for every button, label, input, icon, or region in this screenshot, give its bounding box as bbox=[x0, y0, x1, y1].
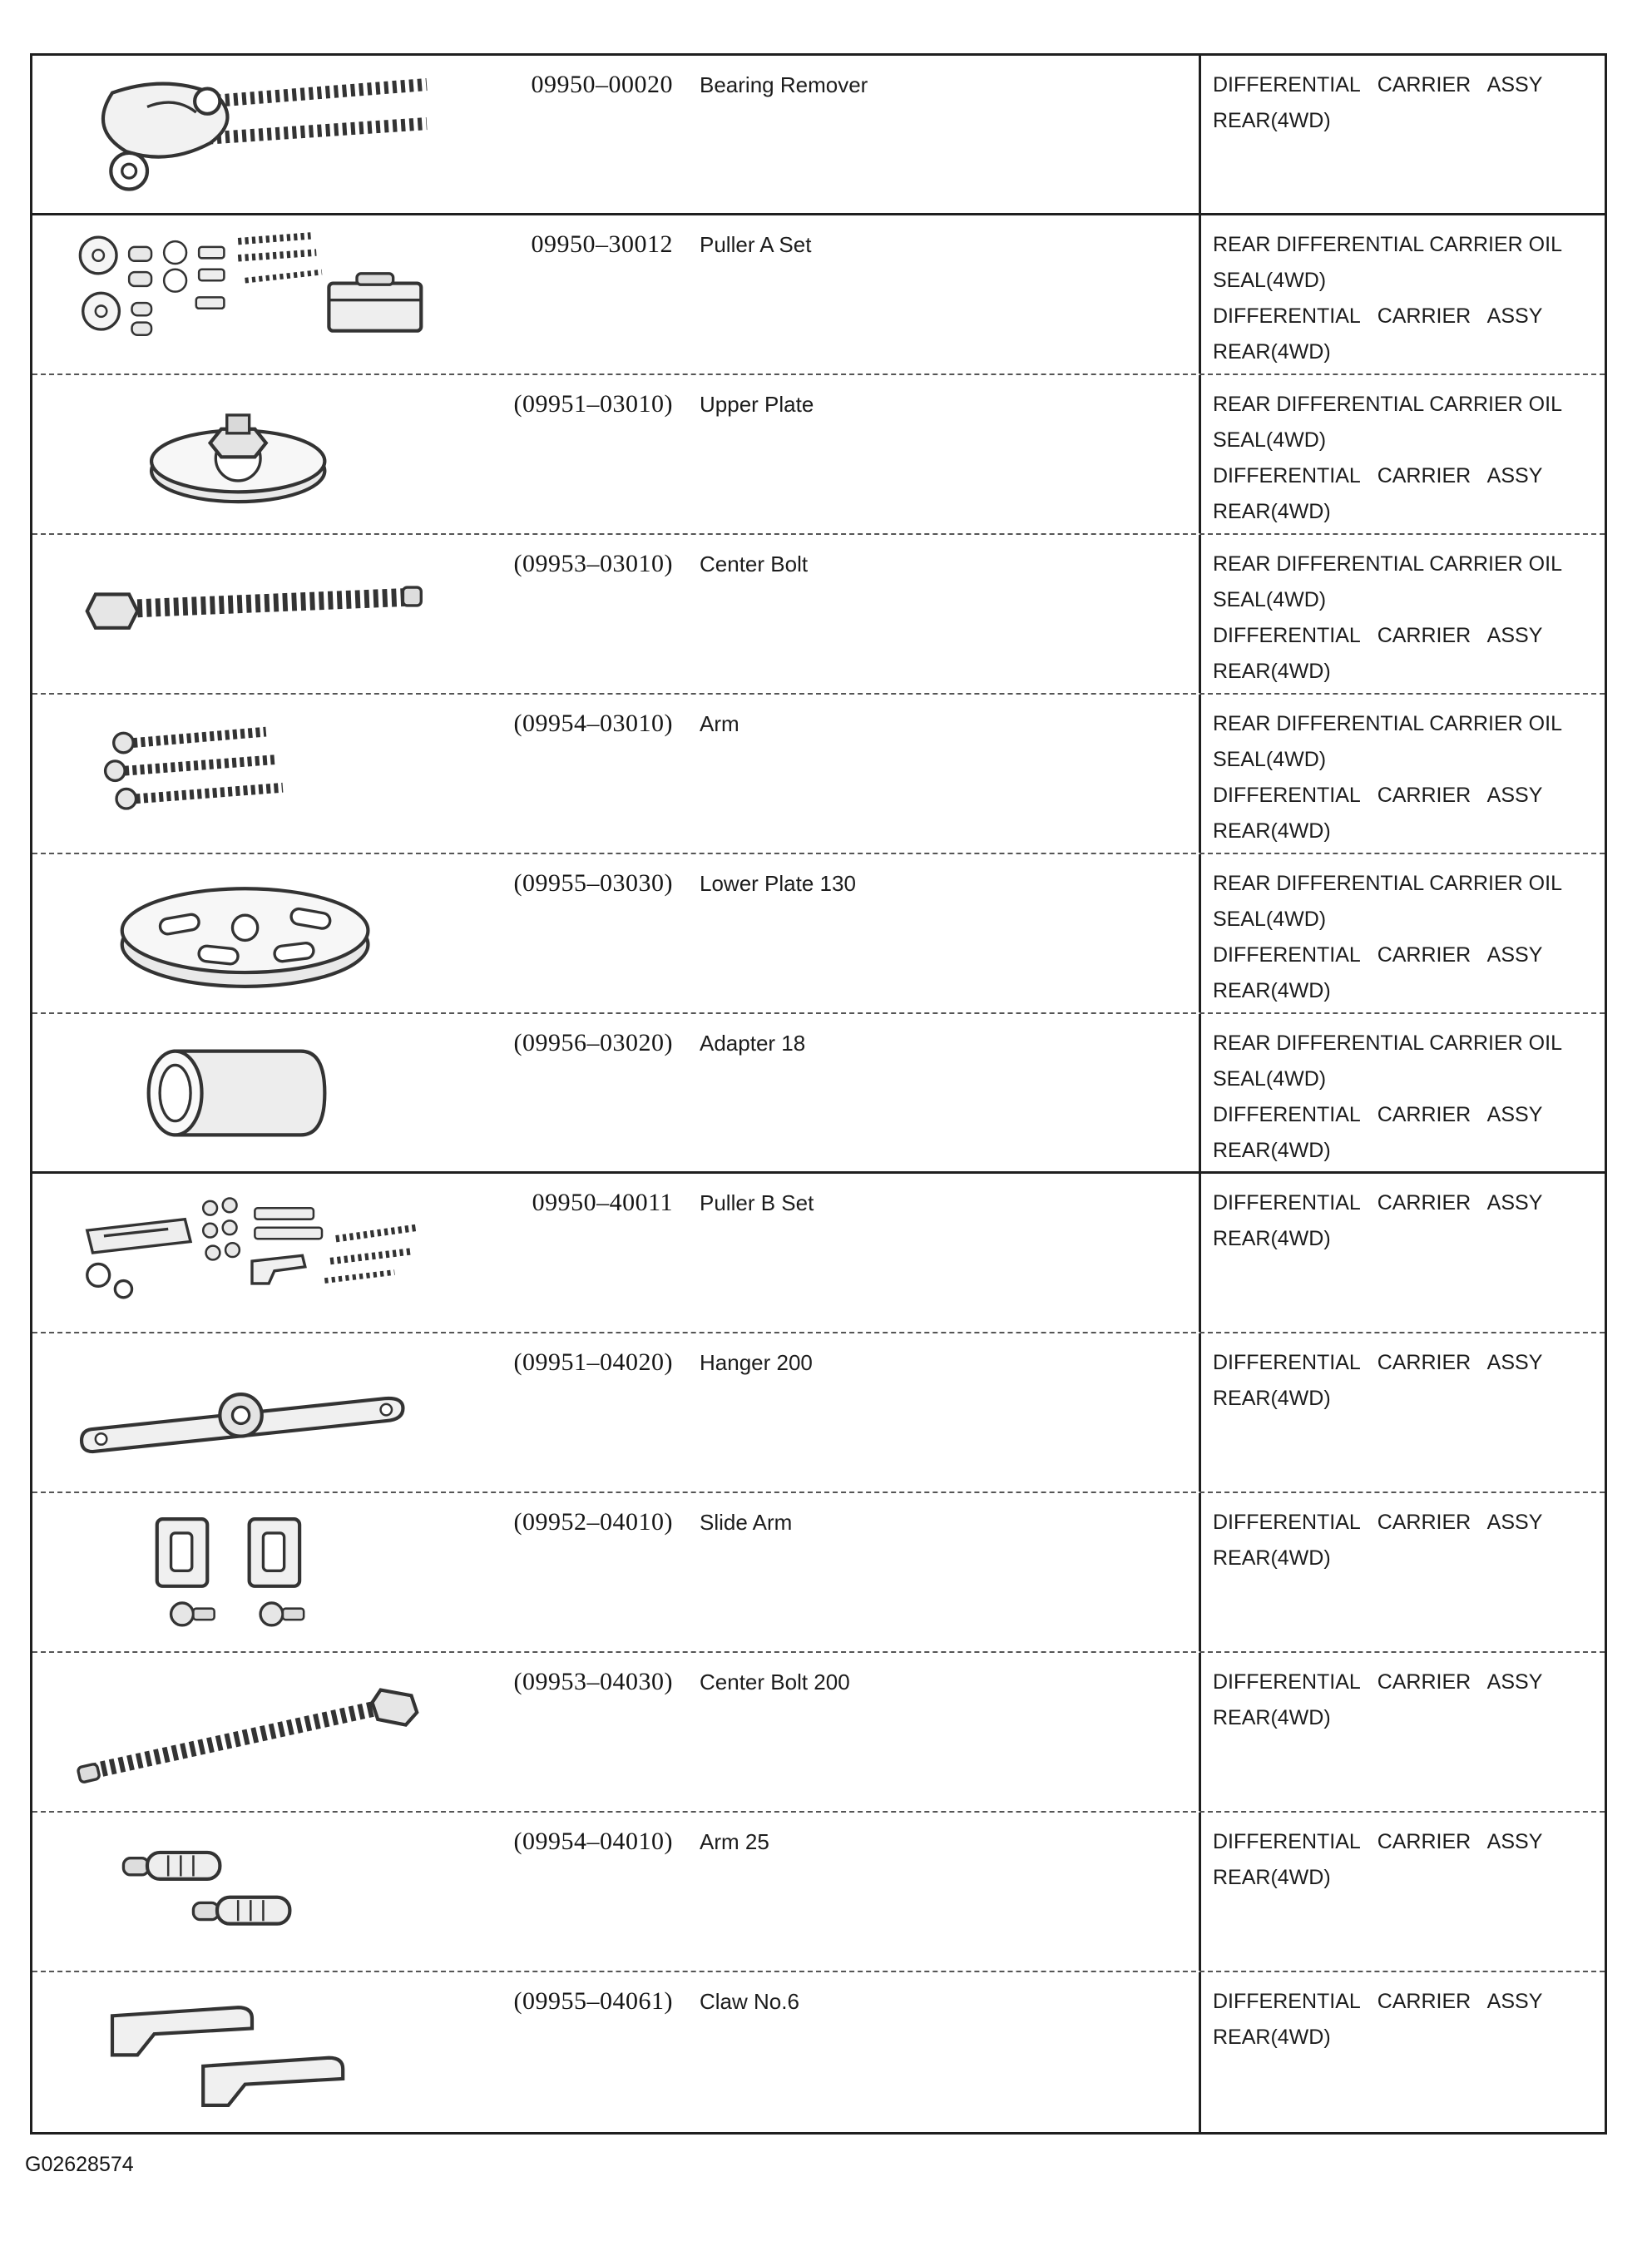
application-cell bbox=[1199, 1014, 1605, 1171]
application-text: DIFFERENTIAL CARRIER ASSY bbox=[1213, 1670, 1543, 1694]
application-cell bbox=[1199, 854, 1605, 1012]
application-text: DIFFERENTIAL CARRIER ASSY bbox=[1213, 73, 1543, 96]
application-text: DIFFERENTIAL CARRIER ASSY bbox=[1213, 624, 1543, 647]
center-bolt-200-illustration bbox=[44, 1662, 460, 1802]
application-text: SEAL(4WD) bbox=[1213, 428, 1327, 452]
application-text: SEAL(4WD) bbox=[1213, 1067, 1327, 1091]
application-text: DIFFERENTIAL CARRIER ASSY bbox=[1213, 464, 1543, 487]
application-cell bbox=[1199, 1493, 1605, 1651]
part-number: (09954–04010) bbox=[513, 1828, 673, 1855]
tool-name: Arm 25 bbox=[700, 1829, 769, 1854]
part-number: 09950–30012 bbox=[531, 230, 673, 258]
application-cell bbox=[1199, 1174, 1605, 1332]
table-row bbox=[32, 375, 1605, 535]
application-cell bbox=[1199, 695, 1605, 853]
table-row bbox=[32, 1014, 1605, 1174]
application-cell bbox=[1199, 535, 1605, 693]
application-text: REAR(4WD) bbox=[1213, 1387, 1331, 1410]
tool-name: Bearing Remover bbox=[700, 72, 868, 97]
application-text: SEAL(4WD) bbox=[1213, 588, 1327, 611]
tool-name: Lower Plate 130 bbox=[700, 871, 856, 896]
application-text: REAR(4WD) bbox=[1213, 660, 1331, 683]
bearing-remover-illustration bbox=[44, 65, 460, 205]
tool-name: Claw No.6 bbox=[700, 1989, 799, 2014]
part-number: (09953–04030) bbox=[513, 1668, 673, 1695]
claw-no6-illustration bbox=[44, 1982, 460, 2122]
application-text: REAR(4WD) bbox=[1213, 500, 1331, 523]
application-text: REAR(4WD) bbox=[1213, 1546, 1331, 1570]
tool-name: Center Bolt bbox=[700, 552, 809, 576]
application-text: DIFFERENTIAL CARRIER ASSY bbox=[1213, 304, 1543, 328]
upper-plate-illustration bbox=[44, 384, 460, 524]
application-text: REAR DIFFERENTIAL CARRIER OIL bbox=[1213, 393, 1562, 416]
application-text: DIFFERENTIAL CARRIER ASSY bbox=[1213, 1351, 1543, 1374]
application-text: REAR DIFFERENTIAL CARRIER OIL bbox=[1213, 552, 1562, 576]
application-text: DIFFERENTIAL CARRIER ASSY bbox=[1213, 943, 1543, 967]
table-row bbox=[32, 1333, 1605, 1493]
application-text: DIFFERENTIAL CARRIER ASSY bbox=[1213, 1191, 1543, 1214]
table-row bbox=[32, 1174, 1605, 1333]
tool-name: Center Bolt 200 bbox=[700, 1670, 850, 1694]
application-text: DIFFERENTIAL CARRIER ASSY bbox=[1213, 1511, 1543, 1534]
figure-code: G02628574 bbox=[25, 2153, 134, 2176]
part-number: (09954–03010) bbox=[513, 710, 673, 737]
tool-name: Slide Arm bbox=[700, 1510, 793, 1535]
application-text: REAR DIFFERENTIAL CARRIER OIL bbox=[1213, 233, 1562, 256]
arm-illustration bbox=[44, 704, 460, 843]
application-text: DIFFERENTIAL CARRIER ASSY bbox=[1213, 1990, 1543, 2013]
center-bolt-illustration bbox=[44, 544, 460, 684]
application-cell bbox=[1199, 1333, 1605, 1492]
arm-25-illustration bbox=[44, 1822, 460, 1961]
part-number: 09950–00020 bbox=[531, 71, 673, 98]
application-text: REAR(4WD) bbox=[1213, 1866, 1331, 1889]
application-text: REAR(4WD) bbox=[1213, 109, 1331, 132]
puller-a-set-illustration bbox=[44, 225, 460, 364]
part-number: (09955–03030) bbox=[513, 869, 673, 897]
table-row bbox=[32, 215, 1605, 375]
part-number: (09956–03020) bbox=[513, 1029, 673, 1056]
part-number: (09951–03010) bbox=[513, 390, 673, 418]
slide-arm-illustration bbox=[44, 1502, 460, 1642]
part-number: (09952–04010) bbox=[513, 1508, 673, 1536]
application-text: REAR(4WD) bbox=[1213, 819, 1331, 843]
application-text: REAR DIFFERENTIAL CARRIER OIL bbox=[1213, 712, 1562, 735]
tool-name: Puller B Set bbox=[700, 1190, 814, 1215]
table-row bbox=[32, 1972, 1605, 2132]
table-row bbox=[32, 535, 1605, 695]
application-text: REAR DIFFERENTIAL CARRIER OIL bbox=[1213, 1031, 1562, 1055]
application-text: DIFFERENTIAL CARRIER ASSY bbox=[1213, 1830, 1543, 1853]
tool-name: Hanger 200 bbox=[700, 1350, 813, 1375]
puller-b-set-illustration bbox=[44, 1183, 460, 1323]
application-text: REAR(4WD) bbox=[1213, 1227, 1331, 1250]
part-number: (09953–03010) bbox=[513, 550, 673, 577]
application-cell bbox=[1199, 215, 1605, 374]
application-text: SEAL(4WD) bbox=[1213, 269, 1327, 292]
tool-name: Adapter 18 bbox=[700, 1031, 806, 1056]
table-row bbox=[32, 1813, 1605, 1972]
application-cell bbox=[1199, 56, 1605, 213]
application-text: REAR(4WD) bbox=[1213, 1706, 1331, 1729]
application-cell bbox=[1199, 1972, 1605, 2132]
application-text: REAR DIFFERENTIAL CARRIER OIL bbox=[1213, 872, 1562, 895]
tool-name: Upper Plate bbox=[700, 392, 814, 417]
application-text: SEAL(4WD) bbox=[1213, 748, 1327, 771]
sst-table bbox=[30, 53, 1607, 2135]
part-number: (09955–04061) bbox=[513, 1987, 673, 2015]
tool-name: Arm bbox=[700, 711, 739, 736]
hanger-200-illustration bbox=[44, 1343, 460, 1482]
table-row bbox=[32, 1493, 1605, 1653]
adapter-18-illustration bbox=[44, 1023, 460, 1163]
application-cell bbox=[1199, 375, 1605, 533]
part-number: 09950–40011 bbox=[532, 1189, 673, 1216]
application-text: REAR(4WD) bbox=[1213, 1139, 1331, 1162]
application-text: DIFFERENTIAL CARRIER ASSY bbox=[1213, 784, 1543, 807]
application-text: DIFFERENTIAL CARRIER ASSY bbox=[1213, 1103, 1543, 1126]
tool-name: Puller A Set bbox=[700, 232, 812, 257]
application-text: REAR(4WD) bbox=[1213, 2026, 1331, 2049]
application-text: SEAL(4WD) bbox=[1213, 908, 1327, 931]
table-row bbox=[32, 695, 1605, 854]
application-cell bbox=[1199, 1813, 1605, 1971]
application-cell bbox=[1199, 1653, 1605, 1811]
part-number: (09951–04020) bbox=[513, 1348, 673, 1376]
application-text: REAR(4WD) bbox=[1213, 340, 1331, 364]
table-row bbox=[32, 1653, 1605, 1813]
lower-plate-illustration bbox=[44, 863, 460, 1003]
table-row bbox=[32, 56, 1605, 215]
table-row bbox=[32, 854, 1605, 1014]
application-text: REAR(4WD) bbox=[1213, 979, 1331, 1002]
